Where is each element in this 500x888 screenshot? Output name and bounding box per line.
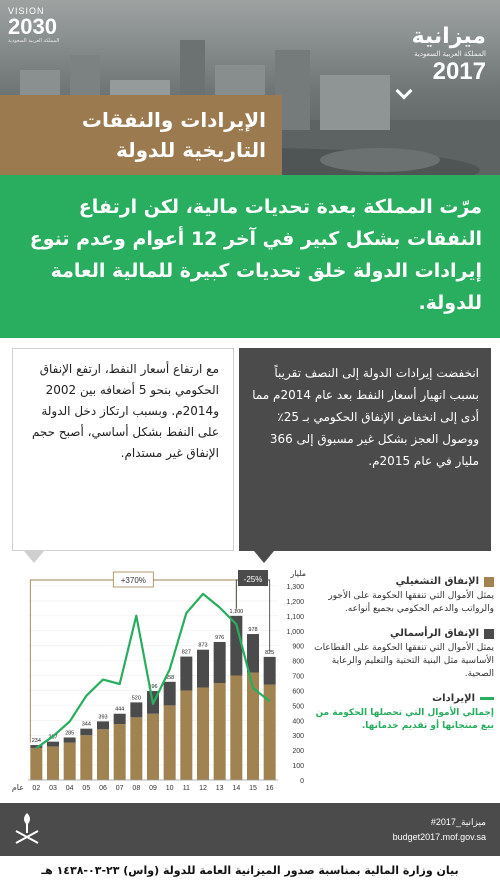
spending-revenue-chart <box>0 558 310 803</box>
news-caption: بيان وزارة المالية بمناسبة صدور الميزانية العامة للدولة (واس) ٢٣-٠٣-١٤٣٨ هـ <box>41 864 459 877</box>
footer-hashtag: #ميزانية_2017 <box>430 817 486 827</box>
x-tick-label: 04 <box>65 785 74 792</box>
intro-text: مرّت المملكة بعدة تحديات مالية، لكن ارتفاع النفقات بشكل كبير في آخر 12 أعوام وعدم تنوع إيرادات الدولة خلق تحديات كبيرة للمالية العامة للدولة. <box>29 196 482 314</box>
y-tick-label: 200 <box>292 748 304 756</box>
x-tick-label: 10 <box>165 785 174 792</box>
y-tick-label: 1,000 <box>286 628 304 636</box>
x-tick-label: 15 <box>249 785 257 792</box>
bar-total-label: 976 <box>215 634 225 641</box>
legend-operating <box>312 576 494 616</box>
x-tick-label: 07 <box>115 785 124 792</box>
bar-capital <box>197 650 209 688</box>
x-tick-label: 03 <box>49 785 57 792</box>
x-tick-label: 06 <box>99 785 107 792</box>
x-tick-label: 09 <box>149 785 157 792</box>
y-tick-label: 900 <box>292 643 304 651</box>
y-tick-label: 700 <box>292 673 304 681</box>
y-tick-label: 0 <box>300 778 304 785</box>
brand-title: ميزانية <box>411 24 486 49</box>
bar-total-label: 827 <box>181 649 191 656</box>
bar-capital <box>97 721 109 729</box>
x-tick-label: 14 <box>232 785 241 792</box>
vision-year: 2030 <box>8 14 57 39</box>
bar-total-label: 393 <box>98 714 108 721</box>
legend-revenue <box>312 693 494 733</box>
bar-operating <box>197 687 209 780</box>
x-tick-label: 13 <box>215 785 224 792</box>
footer-url-link[interactable]: budget2017.mof.gov.sa <box>392 832 486 842</box>
annotation-decline: -25% <box>243 575 263 584</box>
legend-revenue-title: الإيرادات <box>432 693 475 704</box>
bar-total-label: 825 <box>265 649 275 656</box>
bar-operating <box>64 743 76 780</box>
legend-operating-desc: يمثل الأموال التي تنفقها الحكومة على الأجور والرواتب والدعم الحكومي بجميع أنواعه. <box>328 591 494 614</box>
bar-total-label: 257 <box>48 734 58 741</box>
title-line-1: الإيرادات والنفقات <box>81 108 266 132</box>
y-tick-label: 300 <box>292 733 304 741</box>
bar-total-label: 596 <box>148 684 158 691</box>
page-title <box>0 95 282 175</box>
bar-capital <box>214 642 226 683</box>
bar-operating <box>80 735 92 780</box>
bar-capital <box>180 657 192 691</box>
annotation-growth: +370% <box>120 576 146 585</box>
bar-capital <box>64 737 76 742</box>
y-tick-label: 400 <box>292 718 304 726</box>
vision-2030-logo <box>8 6 59 44</box>
intro-banner <box>0 175 500 338</box>
bar-total-label: 344 <box>81 721 91 728</box>
bar-capital <box>47 742 59 747</box>
bar-total-label: 285 <box>65 730 75 737</box>
bar-total-label: 444 <box>115 706 125 713</box>
bar-operating <box>130 717 142 780</box>
bar-operating <box>164 705 176 780</box>
bar-capital <box>114 714 126 724</box>
bar-capital <box>264 657 276 685</box>
bar-operating <box>30 748 42 780</box>
bar-operating <box>47 746 59 780</box>
bar-total-label: 658 <box>165 674 175 681</box>
bar-capital <box>247 634 259 673</box>
vision-label: VISION <box>8 6 45 16</box>
chart-legend <box>312 576 494 745</box>
y-tick-label: 1,100 <box>286 613 304 621</box>
y-axis-label: مليار <box>290 569 306 578</box>
y-tick-label: 600 <box>292 688 304 696</box>
legend-revenue-desc: إجمالي الأموال التي تحصلها الحكومة من بيع منتجاتها أو تقديم خدماتها. <box>315 708 494 731</box>
info-box-spending-text: مع ارتفاع أسعار النفط، ارتفع الإنفاق الحكومي بنحو 5 أضعافه بين 2002 و2014م. وبسبب ارتكاز دخل الدولة على النفط بشكل أساسي، أصبح حجم الإنفاق غير مستدام. <box>31 362 219 460</box>
y-tick-label: 800 <box>292 658 304 666</box>
info-box-spending <box>12 348 234 551</box>
bar-total-label: 520 <box>131 695 141 702</box>
y-tick-label: 500 <box>292 703 304 711</box>
bar-capital <box>80 729 92 736</box>
operating-swatch <box>484 577 494 587</box>
bar-operating <box>214 683 226 780</box>
bar-operating <box>147 714 159 780</box>
x-tick-label: 12 <box>199 785 207 792</box>
bar-capital <box>130 702 142 717</box>
y-tick-label: 1,300 <box>286 584 304 591</box>
revenue-swatch <box>480 697 494 700</box>
brand-subtitle: المملكة العربية السعودية <box>414 50 486 58</box>
y-tick-label: 1,200 <box>286 598 304 606</box>
info-box-revenue-text: انخفضت إيرادات الدولة إلى النصف تقريباً بسبب انهيار أسعار النفط بعد عام 2014م مما أدى إلى انخفاض الإنفاق الحكومي بـ 25٪ ووصول العجز بشكل غير مسبوق إلى 366 مليار في عام 2015م. <box>252 366 479 468</box>
brand-year: 2017 <box>432 58 486 85</box>
capital-swatch <box>484 629 494 639</box>
footer-bar <box>0 803 500 856</box>
legend-operating-title: الإنفاق التشغيلي <box>395 576 479 587</box>
legend-capital-title: الإنفاق الرأسمالي <box>390 628 479 639</box>
title-line-2: التاريخية للدولة <box>115 138 266 162</box>
bar-capital <box>164 682 176 706</box>
x-tick-label: 02 <box>32 785 41 792</box>
x-axis-label: عام <box>11 783 24 792</box>
bar-total-label: 1,100 <box>229 608 244 615</box>
y-tick-label: 100 <box>292 763 304 771</box>
info-box-revenue <box>239 348 491 551</box>
bar-total-label: 978 <box>248 627 258 634</box>
bar-total-label: 873 <box>198 642 208 649</box>
legend-capital-desc: يمثل الأموال التي تنفقها الحكومة على القطاعات الأساسية مثل البنية التحتية والتعليم والرعاية الصحية. <box>314 643 494 679</box>
budget-brand-logo <box>390 24 486 86</box>
x-tick-label: 05 <box>82 785 91 792</box>
info-boxes <box>0 338 500 566</box>
bar-total-label: 234 <box>31 738 41 745</box>
bar-operating <box>180 690 192 780</box>
bar-operating <box>97 729 109 780</box>
legend-capital <box>312 628 494 681</box>
saudi-emblem-icon <box>12 811 42 847</box>
bar-operating <box>114 724 126 780</box>
x-tick-label: 16 <box>265 785 274 792</box>
x-tick-label: 11 <box>182 785 190 792</box>
x-tick-label: 08 <box>132 785 141 792</box>
chart-canvas <box>0 558 310 803</box>
bar-operating <box>230 676 242 780</box>
vision-subtitle: المملكة العربية السعودية <box>8 38 60 44</box>
